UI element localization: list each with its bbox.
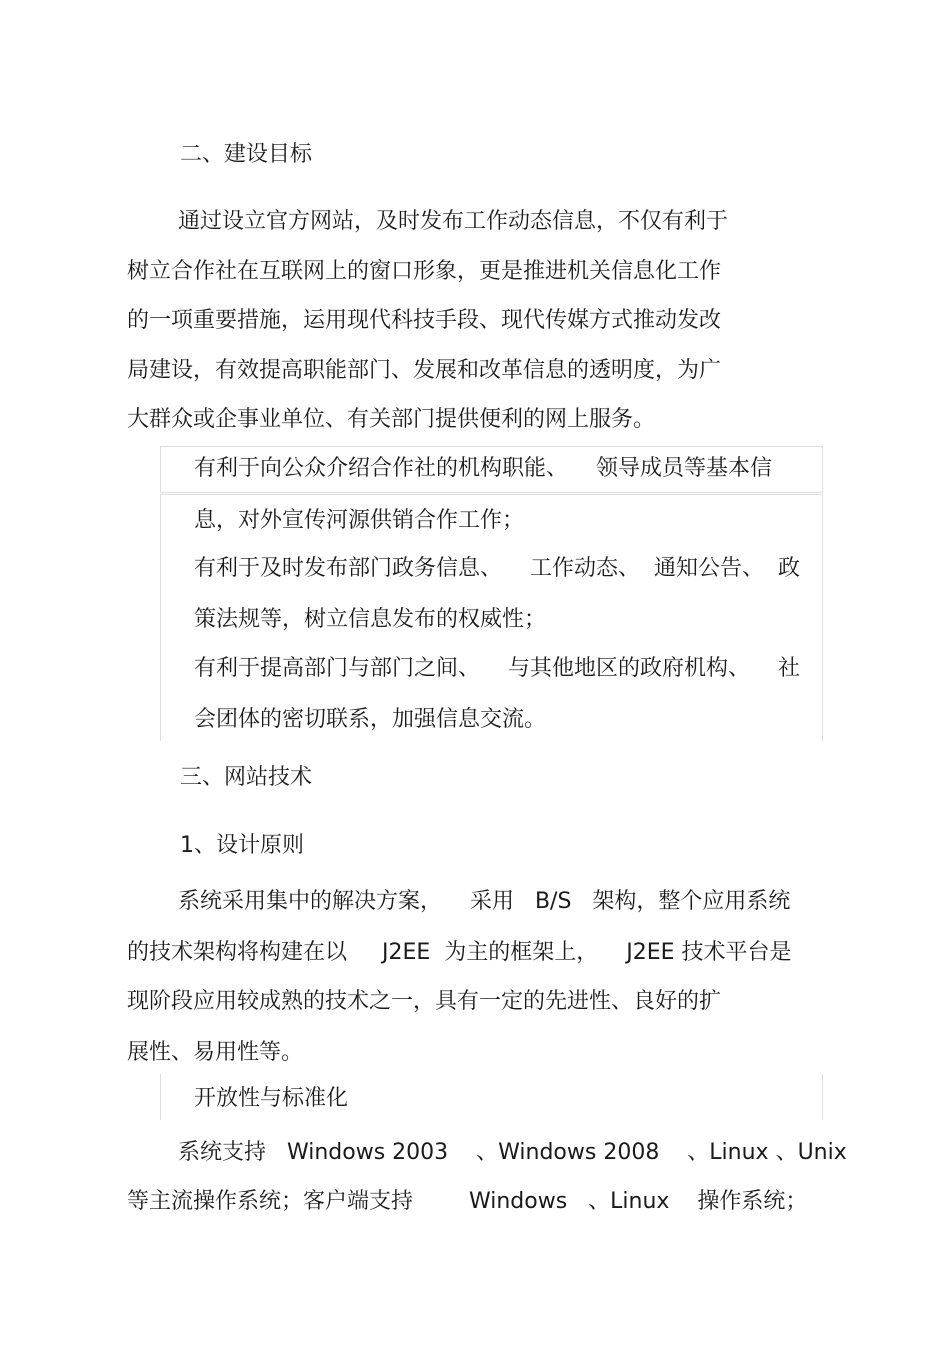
section-2-heading: 二、建设目标 [180,142,313,167]
paragraph-line: 等主流操作系统；客户端支持 Windows 、Linux 操作系统； [127,1189,808,1214]
box-line: 会团体的密切联系，加强信息交流。 [194,707,547,732]
section-3-heading: 三、网站技术 [180,765,313,790]
subsection-heading: 1、设计原则 [180,833,304,858]
paragraph-line: 系统采用集中的解决方案， 采用 B/S 架构，整个应用系统 [178,889,791,914]
paragraph-line: 的一项重要措施，运用现代科技手段、现代传媒方式推动发改 [127,308,722,333]
box-line: 策法规等，树立信息发布的权威性； [194,607,547,632]
open-standard-heading: 开放性与标准化 [194,1086,349,1111]
box-header-line: 有利于向公众介绍合作社的机构职能、 领导成员等基本信 [194,456,772,481]
paragraph-line: 展性、易用性等。 [127,1040,304,1065]
paragraph-line: 的技术架构将构建在以 J2EE 为主的框架上， J2EE 技术平台是 [127,940,792,965]
paragraph-line: 树立合作社在互联网上的窗口形象，更是推进机关信息化工作 [127,259,722,284]
paragraph-line: 通过设立官方网站，及时发布工作动态信息，不仅有利于 [178,209,729,234]
box-line: 息，对外宣传河源供销合作工作； [194,508,525,533]
box-line: 有利于及时发布部门政务信息、 工作动态、 通知公告、 政 [194,556,800,581]
paragraph-line: 大群众或企事业单位、有关部门提供便利的网上服务。 [127,407,656,432]
paragraph-line: 现阶段应用较成熟的技术之一，具有一定的先进性、良好的扩 [127,989,722,1014]
paragraph-line: 局建设，有效提高职能部门、发展和改革信息的透明度，为广 [127,358,722,383]
box-line: 有利于提高部门与部门之间、 与其他地区的政府机构、 社 [194,656,800,681]
paragraph-line: 系统支持 Windows 2003 、Windows 2008 、Linux 、Unix [178,1140,847,1165]
